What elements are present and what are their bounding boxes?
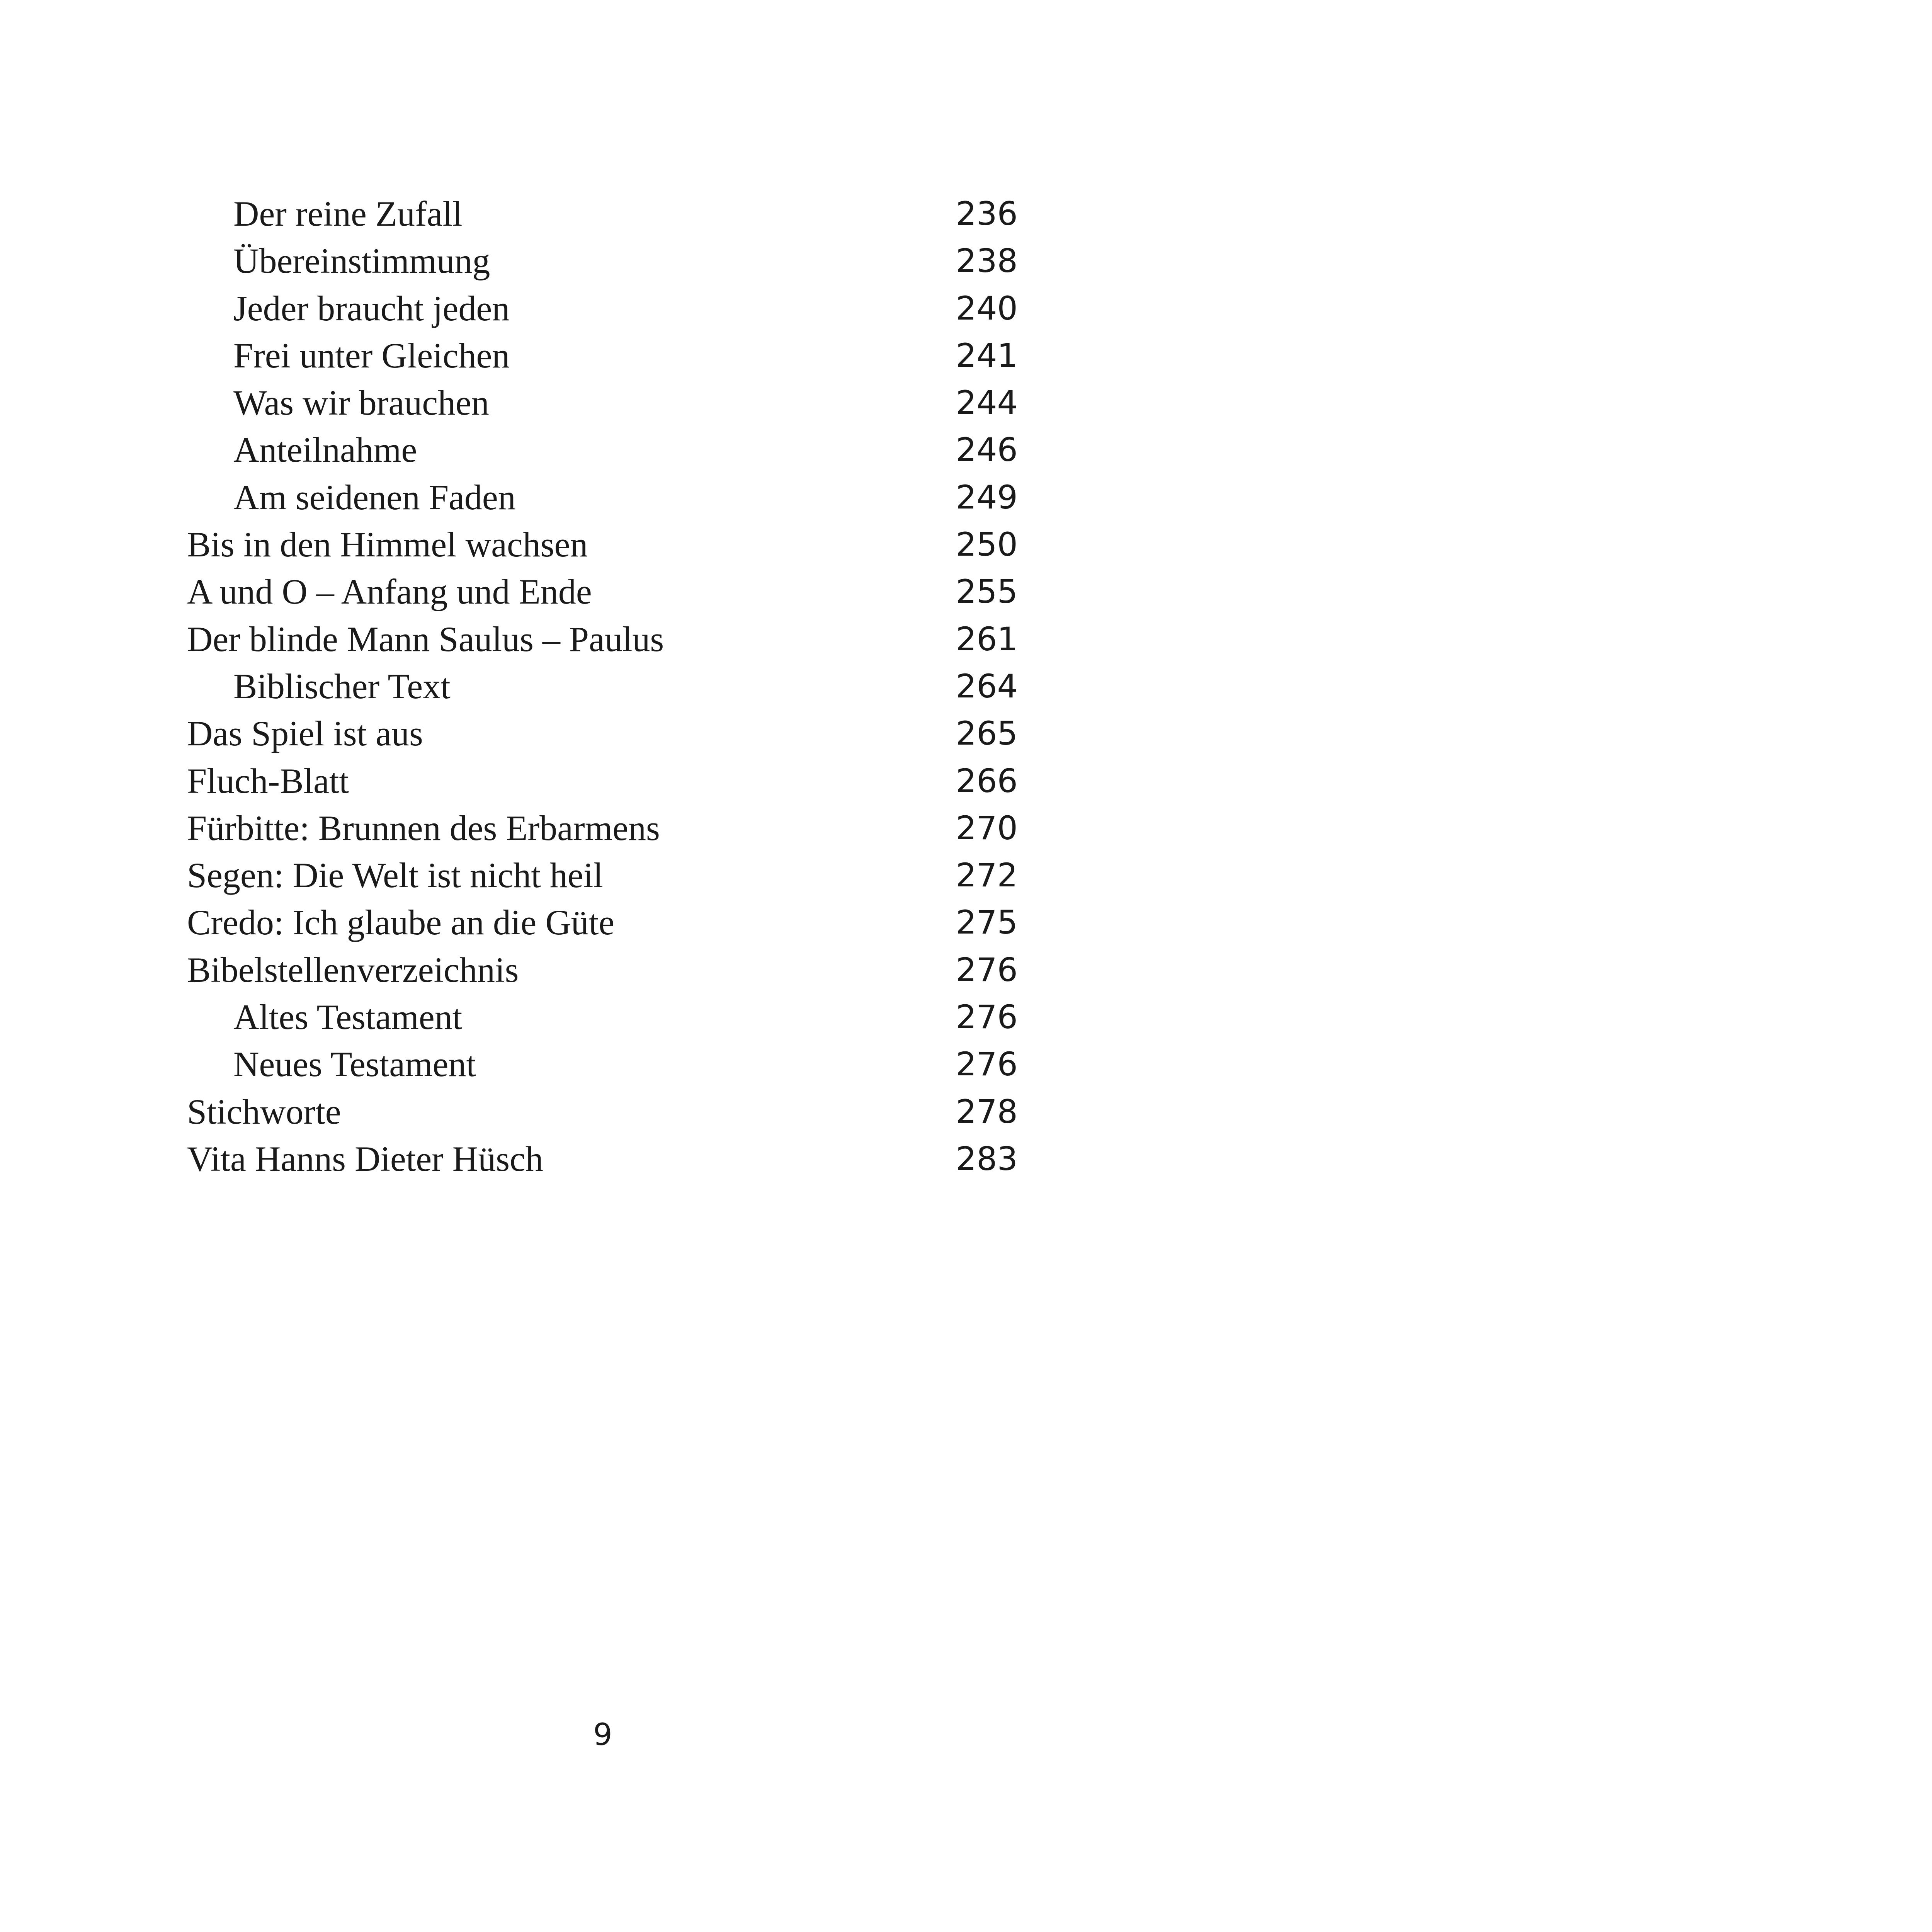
- toc-entry-page: 240: [956, 289, 1018, 327]
- toc-entry-title: Das Spiel ist aus: [187, 714, 423, 753]
- toc-entry-page: 236: [956, 195, 1018, 233]
- toc-entry-page: 249: [956, 478, 1018, 516]
- toc-entry: [187, 616, 1018, 663]
- toc-subentry: [187, 663, 1018, 710]
- toc-entry-page: 261: [956, 620, 1018, 658]
- toc-subentry: [187, 332, 1018, 379]
- toc-entry-page: 276: [956, 998, 1018, 1036]
- toc-entry-title: Bibelstellenverzeichnis: [187, 950, 519, 990]
- toc-entry: [187, 1135, 1018, 1182]
- toc-entry: [187, 521, 1018, 568]
- toc-entry-page: 238: [956, 242, 1018, 280]
- toc-subentry: [187, 474, 1018, 521]
- toc-entry: [187, 757, 1018, 804]
- toc-entry-page: 272: [956, 856, 1018, 895]
- table-of-contents: [187, 190, 1018, 1182]
- toc-entry-title: Was wir brauchen: [233, 383, 489, 423]
- toc-entry-title: Stichworte: [187, 1092, 341, 1131]
- toc-entry: [187, 946, 1018, 993]
- toc-subentry: [187, 426, 1018, 473]
- toc-entry-title: Frei unter Gleichen: [233, 335, 510, 375]
- toc-entry-page: 276: [956, 1045, 1018, 1083]
- toc-subentry: [187, 237, 1018, 284]
- toc-entry-page: 250: [956, 526, 1018, 564]
- toc-entry-title: Credo: Ich glaube an die Güte: [187, 903, 615, 942]
- toc-entry: [187, 710, 1018, 757]
- page-number: 9: [593, 1718, 612, 1752]
- toc-entry-title: Am seidenen Faden: [233, 477, 516, 517]
- toc-entry-title: A und O – Anfang und Ende: [187, 572, 592, 612]
- toc-entry-page: 270: [956, 809, 1018, 847]
- toc-entry-page: 266: [956, 762, 1018, 800]
- toc-entry-title: Jeder braucht jeden: [233, 288, 510, 328]
- toc-entry: [187, 899, 1018, 946]
- toc-entry-page: 264: [956, 667, 1018, 705]
- toc-subentry: [187, 379, 1018, 426]
- toc-entry: [187, 1088, 1018, 1135]
- toc-entry-page: 276: [956, 951, 1018, 989]
- toc-subentry: [187, 1041, 1018, 1088]
- toc-entry: [187, 568, 1018, 615]
- toc-entry-page: 246: [956, 431, 1018, 469]
- toc-entry: [187, 804, 1018, 852]
- toc-entry-page: 278: [956, 1092, 1018, 1131]
- toc-subentry: [187, 190, 1018, 237]
- toc-entry-title: Anteilnahme: [233, 430, 417, 470]
- toc-entry-page: 283: [956, 1139, 1018, 1178]
- toc-entry-title: Biblischer Text: [233, 666, 451, 706]
- toc-entry-title: Übereinstimmung: [233, 241, 490, 281]
- toc-entry-page: 265: [956, 714, 1018, 753]
- toc-entry-title: Fluch-Blatt: [187, 761, 349, 801]
- toc-entry-page: 244: [956, 384, 1018, 422]
- toc-entry-title: Fürbitte: Brunnen des Erbarmens: [187, 808, 660, 848]
- toc-subentry: [187, 993, 1018, 1041]
- toc-entry-title: Bis in den Himmel wachsen: [187, 525, 588, 565]
- toc-entry-title: Der reine Zufall: [233, 194, 463, 233]
- toc-subentry: [187, 285, 1018, 332]
- toc-entry-page: 255: [956, 573, 1018, 611]
- toc-entry-title: Vita Hanns Dieter Hüsch: [187, 1139, 543, 1179]
- toc-entry-title: Segen: Die Welt ist nicht heil: [187, 855, 603, 895]
- toc-entry-title: Der blinde Mann Saulus – Paulus: [187, 619, 664, 659]
- toc-entry-title: Neues Testament: [233, 1044, 476, 1084]
- toc-entry-page: 241: [956, 336, 1018, 374]
- toc-entry-page: 275: [956, 903, 1018, 942]
- toc-entry-title: Altes Testament: [233, 997, 463, 1037]
- toc-entry: [187, 852, 1018, 899]
